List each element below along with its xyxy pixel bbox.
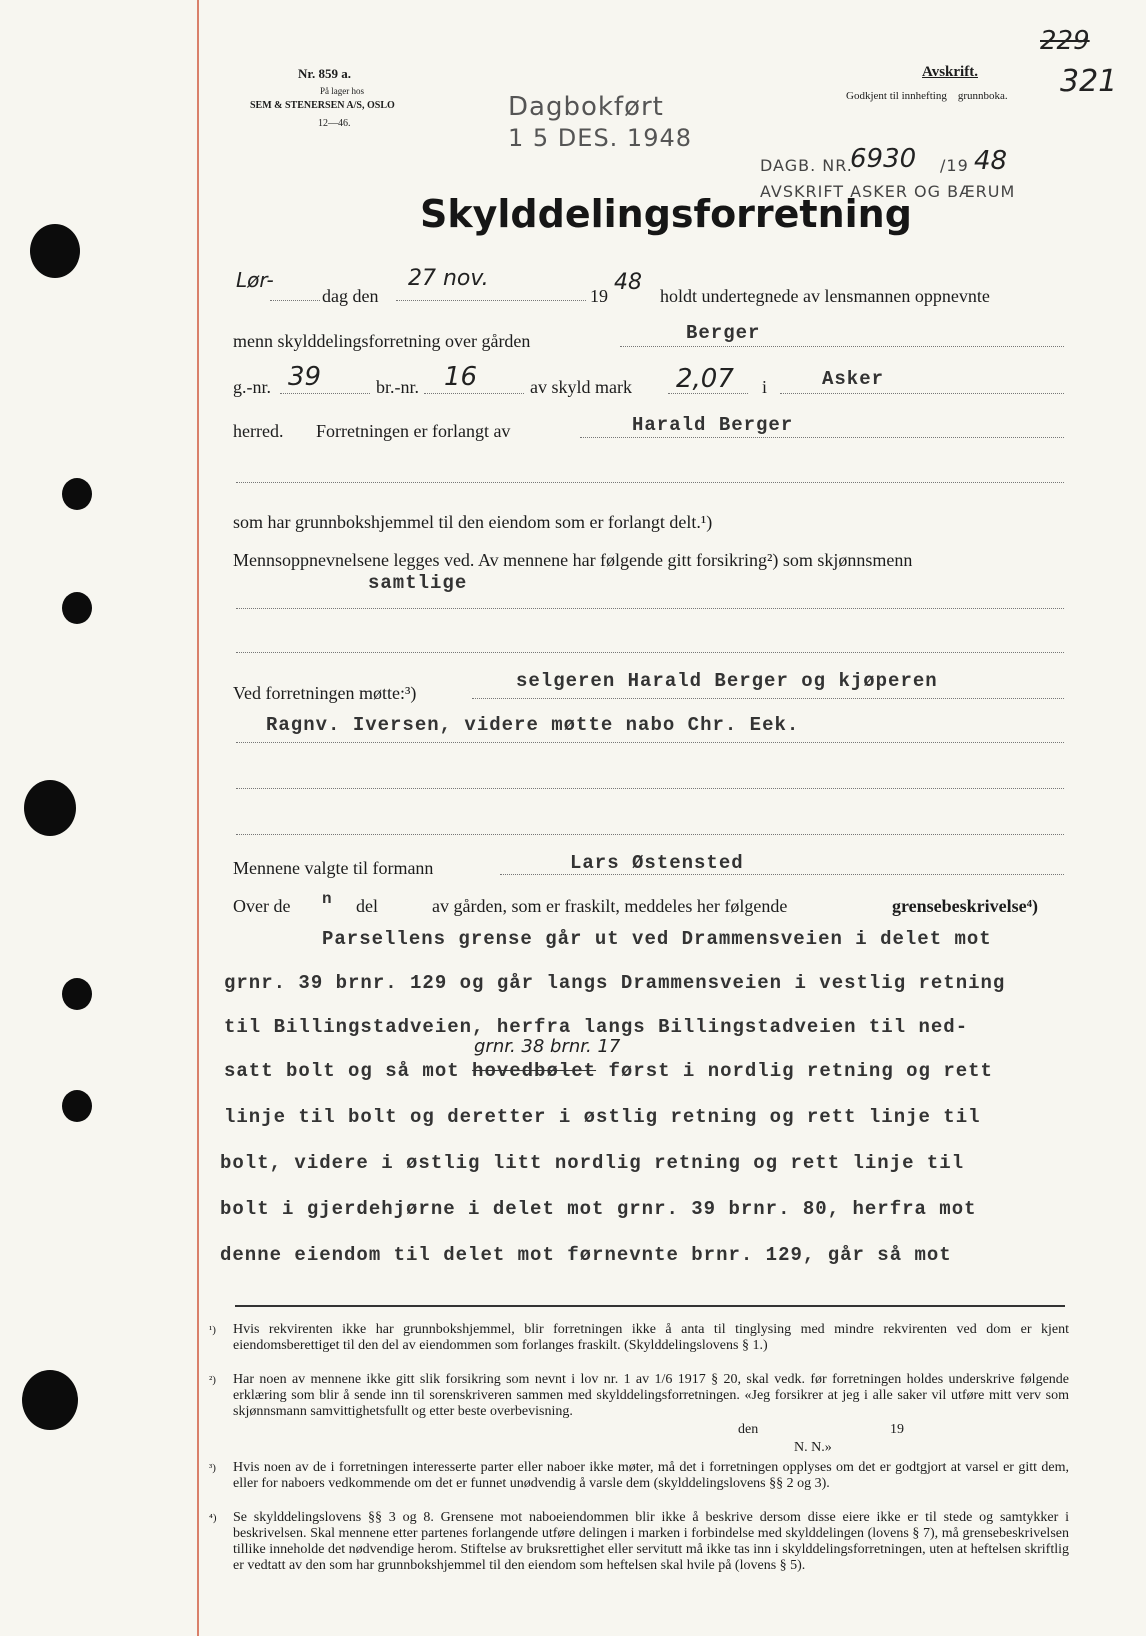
brnr-hand: 16 [444,362,478,392]
footnote-2-den: den [738,1422,759,1437]
footnote-2-mark: ²) [209,1374,216,1386]
dotted-line [424,393,524,394]
dotted-line [236,742,1064,743]
description-line-8: denne eiendom til delet mot førnevnte brnr. 129, går så mot [220,1244,952,1266]
punch-hole [62,592,92,624]
dagbokfort-stamp: Dagbokført [508,92,664,122]
over-n-typed: n [322,890,332,908]
mote-typed-1: selgeren Harald Berger og kjøperen [516,670,938,692]
formann-label: Mennene valgte til formann [233,858,434,878]
skyld-label: av skyld mark [530,377,632,397]
document-title: Skylddelingsforretning [420,192,912,236]
punch-hole [62,1090,92,1122]
day-hand: Lør- [236,268,274,292]
dotted-line [280,393,370,394]
dagb-number: 6930 [850,144,917,174]
description-struck: hovedbølet [472,1060,597,1082]
herred-label: herred. [233,421,284,441]
page-number: 321 [1060,64,1118,99]
avskrift-grunnbok: grunnboka. [957,90,1008,102]
footnote-3 [209,1460,1069,1492]
date-hand: 27 nov. [408,266,489,291]
avskrift-stamp: AVSKRIFT ASKER OG BÆRUM [760,182,1016,201]
mennsopp-text: Mennsoppnevnelsene legges ved. Av mennene har følgende gitt forsikring²) som skjønnsmenn [233,550,913,570]
page-number-crossed: 229 [1040,26,1090,56]
grensebeskrivelse-label: grensebeskrivelse⁴) [892,896,1039,916]
dotted-line [500,874,1064,875]
description-line-2: grnr. 39 brnr. 129 og går langs Drammensveien i vestlig retning [224,972,1006,994]
av-garden-text: av gården, som er fraskilt, meddeles her følgende [432,896,788,916]
description-line-5: linje til bolt og deretter i østlig retning og rett linje til [224,1106,981,1128]
dotted-line [236,652,1064,653]
dotted-line [580,437,1064,438]
menn-text: menn skylddelingsforretning over gården [233,331,531,351]
avskrift-title: Avskrift. [922,64,978,80]
footnote-3-text: Hvis noen av de i forretningen interesserte parter eller naboer ikke møter, må det i forretningen opplyses om det er godtgjort at varsel er gitt dem, eller for naboers vedkommende om det er funnet unødvendig å varsle dem (skylddelingslovens §§ 2 og 3). [233,1460,1069,1491]
footnote-2-text: Har noen av mennene ikke gitt slik forsikring som nevnt i lov nr. 1 av 1/6 1917 § 20, skal vedk. før forretningen holdes underskrive følgende erklæring som blir å sende inn til sorenskriveren sammen med skylddelingsforretningen. «Jeg forsikrer at jeg i alle saker vil utføre mitt verv som skjønnsmann samvittighetsfullt og etter beste overbevisning. [233,1372,1069,1419]
over-de-label: Over de [233,896,291,916]
avskrift-sub: Godkjent til innhefting [846,90,947,102]
dotted-line [236,834,1064,835]
footnote-4-mark: ⁴) [209,1512,217,1524]
description-line-1: Parsellens grense går ut ved Drammensveien i delet mot [322,928,992,950]
avskrift-subtitle [846,90,1008,102]
footnote-3-mark: ³) [209,1462,216,1474]
samtlige-typed: samtlige [368,572,468,594]
margin-line [197,0,199,1636]
dotted-line [270,300,320,301]
footnote-4 [209,1510,1069,1574]
herred-typed: Asker [822,368,885,390]
form-date: 12—46. [318,118,351,129]
dotted-line [780,393,1064,394]
skyld-hand: 2,07 [676,364,734,394]
punch-hole [30,224,80,278]
holdt-text: holdt undertegnede av lensmannen oppnevnte [660,286,990,306]
description-line-7: bolt i gjerdehjørne i delet mot grnr. 39 brnr. 80, herfra mot [220,1198,977,1220]
dagbokfort-date: 1 5 DES. 1948 [508,124,693,152]
year-prefix: 19 [590,286,608,306]
footnote-2-19: 19 [890,1422,904,1437]
description-line-4a: satt bolt og så mot [224,1060,460,1082]
brnr-label: br.-nr. [376,377,419,397]
punch-hole [24,780,76,836]
dotted-line [236,608,1064,609]
grunnbok-text: som har grunnbokshjemmel til den eiendom som er forlangt delt.¹) [233,512,713,532]
dotted-line [236,482,1064,483]
description-insert-hand: grnr. 38 brnr. 17 [474,1036,621,1057]
dotted-line [620,346,1064,347]
form-number: Nr. 859 a. [298,66,351,81]
dagb-year: 48 [974,146,1008,176]
description-line-4b: først i nordlig retning og rett [608,1060,993,1082]
punch-hole [62,478,92,510]
footnote-2-nn: N. N.» [794,1440,832,1455]
gnr-hand: 39 [288,362,322,392]
forlangt-typed: Harald Berger [632,414,794,436]
description-line-6: bolt, videre i østlig litt nordlig retning og rett linje til [220,1152,965,1174]
form-pa-lager: På lager hos [320,86,364,96]
punch-hole [22,1370,78,1430]
gnr-label: g.-nr. [233,377,271,397]
dagb-label: DAGB. NR. [760,156,853,175]
form-publisher: SEM & STENERSEN A/S, OSLO [250,100,395,111]
mote-label: Ved forretningen møtte:³) [233,683,417,703]
footnote-separator [235,1305,1065,1307]
footnote-4-text: Se skylddelingslovens §§ 3 og 8. Grensene mot naboeiendommen blir ikke å beskrive dersom disse eiere ikke er til stede og samtykker i beskrivelsen. Skal mennene etter partenes forlangende utføre delingen i marken i forbindelse med skylddelingen (lovens § 7), må grensebeskrivelsen tillike inneholde det nødvendige herom. Stiftelse av bruksrettighet eller servitutt må ikke tas inn i skylddelingsforretningen, uten at heftelsen skriftlig er vedtatt av den som har grunnbokshjemmel til den eiendom som heftelsen skal hvile på (lovens § 5). [233,1510,1069,1573]
footnote-2 [209,1372,1069,1420]
del-label: del [356,896,378,916]
forlangt-label: Forretningen er forlangt av [316,421,511,441]
description-line-3: til Billingstadveien, herfra langs Billingstadveien til ned- [224,1016,969,1038]
footnote-1 [209,1322,1069,1354]
formann-typed: Lars Østensted [570,852,744,874]
dotted-line [236,788,1064,789]
dotted-line [472,698,1064,699]
dag-den-label: dag den [322,286,379,306]
mote-typed-2: Ragnv. Iversen, videre møtte nabo Chr. Eek. [266,714,800,736]
footnote-1-mark: ¹) [209,1324,216,1336]
description-line-4 [224,1060,993,1082]
gard-typed: Berger [686,322,761,344]
punch-hole [62,978,92,1010]
footnote-1-text: Hvis rekvirenten ikke har grunnbokshjemmel, blir forretningen ikke å anta til tinglysing med mindre rekvirenten ved dom er kjent eiendomsberettiget til den del av eiendommen som forlanges fraskilt. (Skylddelingslovens § 1.) [233,1322,1069,1353]
year-hand: 48 [614,270,642,295]
dotted-line [396,300,586,301]
i-label: i [762,377,768,397]
dagb-year-prefix: /19 [940,156,969,175]
